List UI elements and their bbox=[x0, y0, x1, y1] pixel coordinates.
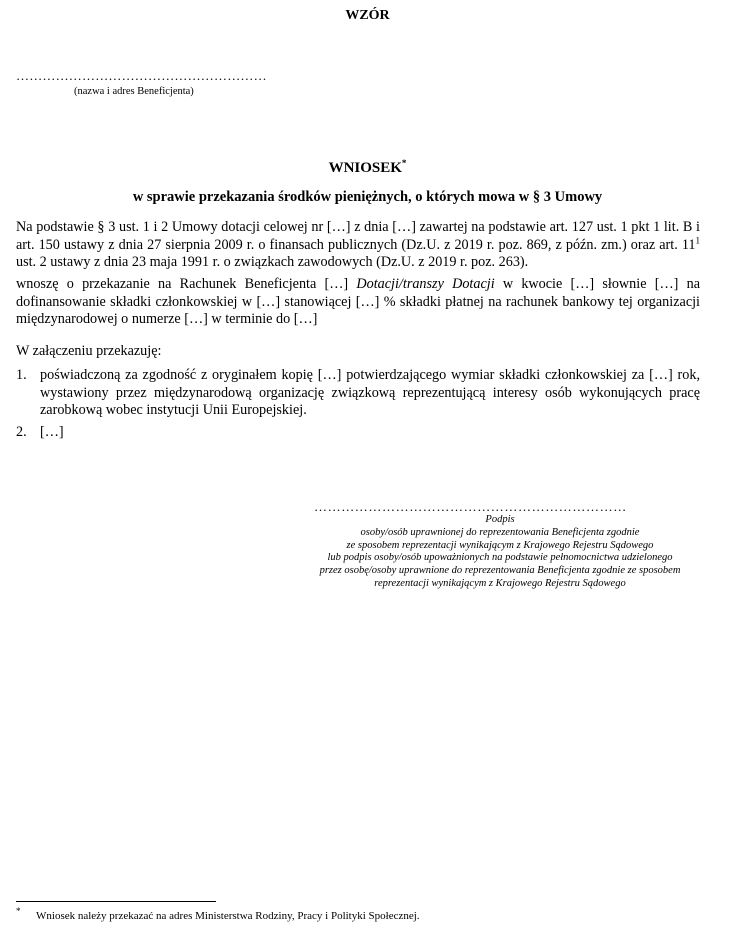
beneficiary-dotted-line: ………………………………………………… bbox=[16, 68, 267, 83]
title-footnote-marker: * bbox=[401, 158, 407, 168]
signature-caption bbox=[290, 514, 710, 591]
legal-basis-superscript: 1 bbox=[695, 234, 700, 245]
footnote-text: Wniosek należy przekazać na adres Ministerstwa Rodziny, Pracy i Polityki Społecznej. bbox=[36, 910, 420, 922]
legal-basis-text-a: Na podstawie § 3 ust. 1 i 2 Umowy dotacji celowej nr […] z dnia […] zawartej na podstawie art. 127 ust. 1 pkt 1 lit. B i art. 150 ustawy z dnia 27 sierpnia 2009 r. o finansach publicznych (Dz.U. z 2019 r. poz. 869, z późn. zm.) oraz art. 11 bbox=[16, 219, 700, 253]
list-item-number: 2. bbox=[16, 424, 27, 440]
document-title-text: WNIOSEK bbox=[328, 160, 402, 176]
signature-line: reprezentacji wynikającym z Krajowego Rejestru Sądowego bbox=[374, 577, 626, 589]
signature-line: przez osobę/osoby uprawnione do reprezentowania Beneficjenta zgodnie ze sposobem bbox=[319, 565, 681, 577]
request-paragraph bbox=[16, 276, 700, 329]
document-template-label: WZÓR bbox=[345, 8, 390, 23]
request-text-b: w kwocie […] słownie […] na dofinansowanie składki członkowskiej w […] stanowiącej […] % składki płatnej na rachunek bankowy tej organizacji międzynarodowej o numerze […] w terminie do […] bbox=[16, 276, 700, 327]
footnote-separator bbox=[16, 901, 216, 902]
attachments-intro: W załączeniu przekazuję: bbox=[16, 343, 162, 359]
beneficiary-label: (nazwa i adres Beneficjenta) bbox=[74, 86, 194, 97]
legal-basis-paragraph bbox=[16, 219, 700, 272]
document-title bbox=[0, 160, 735, 177]
signature-line: ze sposobem reprezentacji wynikającym z Krajowego Rejestru Sądowego bbox=[346, 539, 654, 551]
signature-line: osoby/osób uprawnionej do reprezentowania Beneficjenta zgodnie bbox=[360, 526, 640, 538]
signature-line: Podpis bbox=[485, 514, 515, 525]
request-text-a: wnoszę o przekazanie na Rachunek Beneficjenta […] bbox=[16, 276, 357, 292]
legal-basis-text-b: ust. 2 ustawy z dnia 23 maja 1991 r. o związkach zawodowych (Dz.U. z 2019 r. poz. 263). bbox=[16, 254, 529, 270]
list-item-text: poświadczoną za zgodność z oryginałem kopię […] potwierdzającego wymiar składki członkowskiej za […] rok, wystawiony przez międzynarodową organizację związkową reprezentującą interesy osób wykonujących pracę zarobkową wobec instytucji Unii Europejskiej. bbox=[40, 367, 700, 418]
document-subtitle: w sprawie przekazania środków pieniężnych, o których mowa w § 3 Umowy bbox=[132, 189, 603, 205]
list-item bbox=[16, 367, 700, 420]
signature-line: lub podpis osoby/osób upoważnionych na podstawie pełnomocnictwa udzielonego bbox=[327, 552, 673, 564]
list-item-number: 1. bbox=[16, 367, 27, 383]
footnote-marker: * bbox=[16, 906, 21, 916]
list-item bbox=[16, 424, 700, 442]
signature-dotted-line: …………………………………………………………… bbox=[314, 499, 627, 514]
list-item-text: […] bbox=[40, 424, 64, 440]
request-text-italic: Dotacji/transzy Dotacji bbox=[356, 276, 495, 292]
